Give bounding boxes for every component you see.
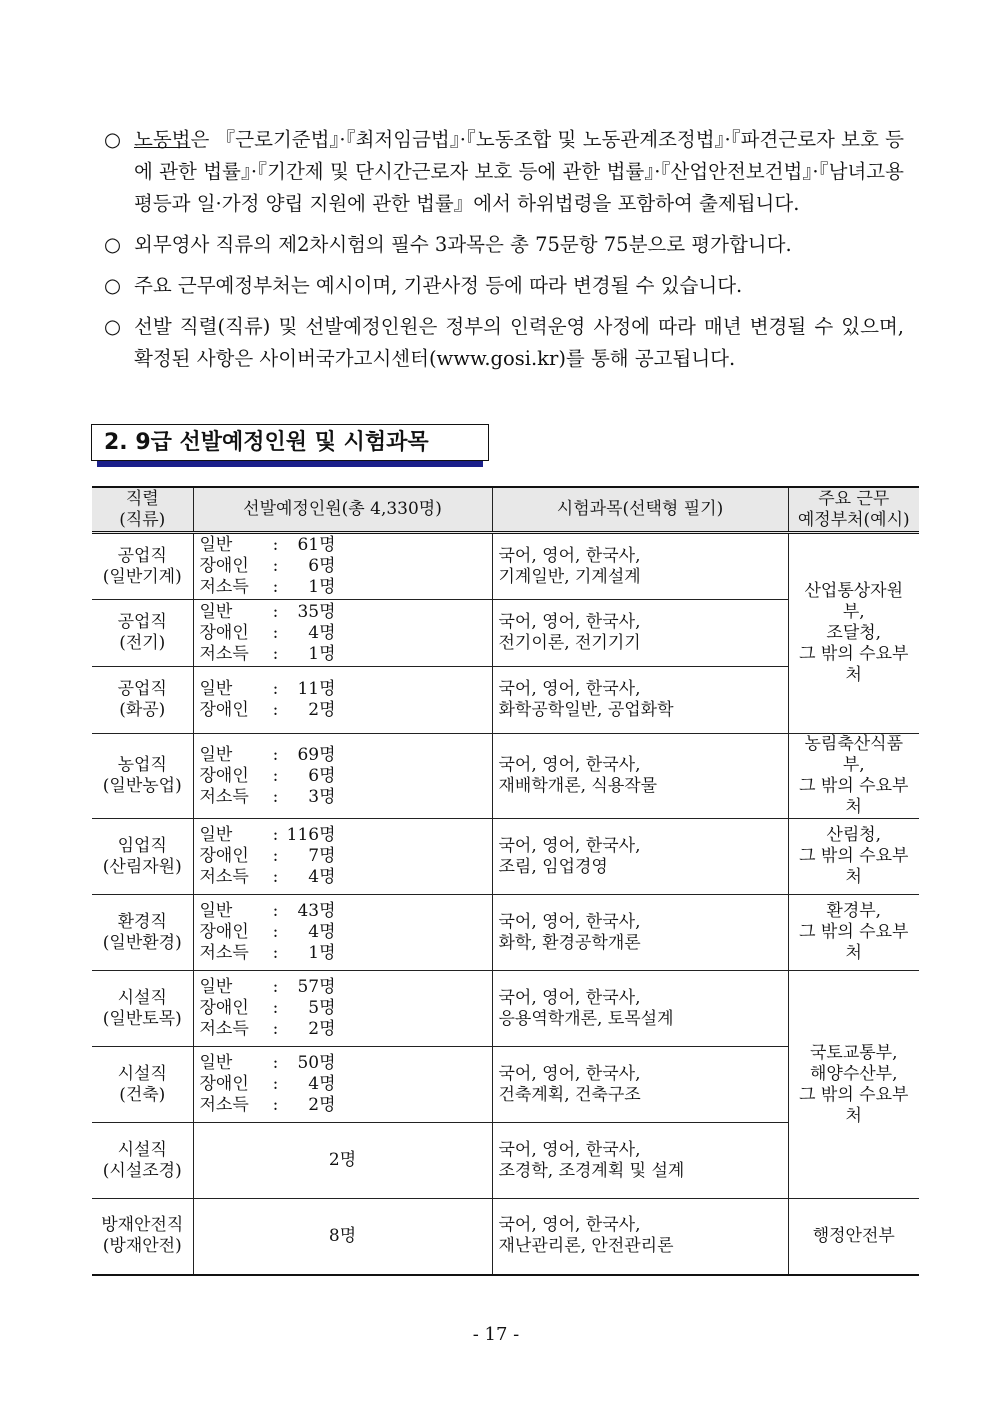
bullet-circle-icon: ○ xyxy=(104,315,122,338)
table-row xyxy=(92,895,919,971)
section-heading xyxy=(91,424,489,461)
quota-line: 장애인 : 4명 xyxy=(199,1074,336,1094)
quota-line: 저소득 : 2명 xyxy=(199,1019,336,1039)
page-number: - 17 - xyxy=(472,1324,520,1345)
quota-cell xyxy=(193,533,492,600)
quota-line: 장애인 : 6명 xyxy=(199,556,336,576)
quota-cell xyxy=(193,971,492,1047)
series-cell: 농업직 (일반농업) xyxy=(92,734,193,819)
bullet-circle-icon: ○ xyxy=(104,128,122,151)
quota-line: 장애인 : 4명 xyxy=(199,922,336,942)
note-item xyxy=(104,270,904,302)
note-text: 주요 근무예정부처는 예시이며, 기관사정 등에 따라 변경될 수 있습니다. xyxy=(134,274,743,297)
note-text: 선발 직렬(직류) 및 선발예정인원은 정부의 인력운영 사정에 따라 매년 변경될 수 있으며, 확정된 사항은 사이버국가고시센터(www.gosi.kr)를 통해 공고됩니다. xyxy=(134,315,904,370)
note-item xyxy=(104,229,904,261)
table-row xyxy=(92,734,919,819)
quota-line: 저소득 : 1명 xyxy=(199,943,336,963)
quota-cell xyxy=(193,819,492,895)
table-row xyxy=(92,971,919,1047)
dept-cell: 국토교통부, 해양수산부, 그 밖의 수요부처 xyxy=(788,971,919,1199)
series-cell: 공업직 (일반기계) xyxy=(92,533,193,600)
note-text: 외무영사 직류의 제2차시험의 필수 3과목은 총 75문항 75분으로 평가합니다. xyxy=(134,233,792,256)
subjects-cell: 국어, 영어, 한국사, 건축계획, 건축구조 xyxy=(492,1047,788,1123)
series-cell: 공업직 (화공) xyxy=(92,667,193,734)
exam-table xyxy=(92,486,919,1276)
series-cell: 시설직 (건축) xyxy=(92,1047,193,1123)
note-item xyxy=(104,311,904,375)
quota-line: 저소득 : 4명 xyxy=(199,867,336,887)
header-series: 직렬 (직류) xyxy=(92,487,193,533)
series-cell: 임업직 (산림자원) xyxy=(92,819,193,895)
subjects-cell: 국어, 영어, 한국사, 화학, 환경공학개론 xyxy=(492,895,788,971)
bullet-circle-icon: ○ xyxy=(104,233,122,256)
quota-cell xyxy=(193,600,492,667)
table-row xyxy=(92,533,919,600)
header-subjects: 시험과목(선택형 필기) xyxy=(492,487,788,533)
note-underlined-word: 노동법 xyxy=(134,128,191,151)
quota-line: 저소득 : 2명 xyxy=(199,1095,336,1115)
series-cell: 시설직 (일반토목) xyxy=(92,971,193,1047)
dept-cell: 농림축산식품부, 그 밖의 수요부처 xyxy=(788,734,919,819)
dept-cell: 행정안전부 xyxy=(788,1199,919,1275)
notes-list xyxy=(104,124,904,384)
series-cell: 공업직 (전기) xyxy=(92,600,193,667)
note-text: 은 『근로기준법』·『최저임금법』·『노동조합 및 노동관계조정법』·『파견근로자 보호 등에 관한 법률』·『기간제 및 단시간근로자 보호 등에 관한 법률』·『산업안전보건법』·『남녀고용평등과 일·가정 양립 지원에 관한 법률』에서 하위법령을 포함하여 출제됩니다. xyxy=(134,128,904,215)
table-row xyxy=(92,1199,919,1275)
quota-line: 일반 : 69명 xyxy=(199,744,336,765)
subjects-cell: 국어, 영어, 한국사, 전기이론, 전기기기 xyxy=(492,600,788,667)
quota-line: 일반 : 61명 xyxy=(199,535,336,555)
quota-line: 일반 : 35명 xyxy=(199,601,336,622)
subjects-cell: 국어, 영어, 한국사, 화학공학일반, 공업화학 xyxy=(492,667,788,734)
note-item xyxy=(104,124,904,220)
subjects-cell: 국어, 영어, 한국사, 조림, 임업경영 xyxy=(492,819,788,895)
subjects-cell: 국어, 영어, 한국사, 응용역학개론, 토목설계 xyxy=(492,971,788,1047)
table-row xyxy=(92,819,919,895)
quota-cell xyxy=(193,734,492,819)
quota-line: 장애인 : 6명 xyxy=(199,765,336,786)
quota-line: 저소득 : 1명 xyxy=(199,643,336,664)
quota-cell: 8명 xyxy=(193,1199,492,1275)
subjects-cell: 국어, 영어, 한국사, 재배학개론, 식용작물 xyxy=(492,734,788,819)
header-dept: 주요 근무 예정부처(예시) xyxy=(788,487,919,533)
quota-line: 장애인 : 5명 xyxy=(199,998,336,1018)
quota-cell: 2명 xyxy=(193,1123,492,1199)
bullet-circle-icon: ○ xyxy=(104,274,122,297)
dept-cell: 산업통상자원부, 조달청, 그 밖의 수요부처 xyxy=(788,533,919,734)
subjects-cell: 국어, 영어, 한국사, 재난관리론, 안전관리론 xyxy=(492,1199,788,1275)
quota-cell xyxy=(193,1047,492,1123)
quota-cell xyxy=(193,895,492,971)
quota-line: 저소득 : 1명 xyxy=(199,577,336,597)
quota-line: 일반 : 116명 xyxy=(199,825,336,845)
series-cell: 시설직 (시설조경) xyxy=(92,1123,193,1199)
header-quota: 선발예정인원(총 4,330명) xyxy=(193,487,492,533)
subjects-cell: 국어, 영어, 한국사, 조경학, 조경계획 및 설계 xyxy=(492,1123,788,1199)
table-header-row xyxy=(92,487,919,533)
quota-line: 일반 : 50명 xyxy=(199,1053,336,1073)
quota-cell xyxy=(193,667,492,734)
quota-line: 일반 : 11명 xyxy=(199,679,336,699)
subjects-cell: 국어, 영어, 한국사, 기계일반, 기계설계 xyxy=(492,533,788,600)
quota-line: 일반 : 43명 xyxy=(199,901,336,921)
quota-line: 장애인 : 2명 xyxy=(199,700,336,720)
section-title: 2. 9급 선발예정인원 및 시험과목 xyxy=(91,424,489,461)
dept-cell: 환경부, 그 밖의 수요부처 xyxy=(788,895,919,971)
series-cell: 환경직 (일반환경) xyxy=(92,895,193,971)
series-cell: 방재안전직 (방재안전) xyxy=(92,1199,193,1275)
quota-line: 저소득 : 3명 xyxy=(199,786,336,807)
quota-line: 일반 : 57명 xyxy=(199,977,336,997)
dept-cell: 산림청, 그 밖의 수요부처 xyxy=(788,819,919,895)
quota-line: 장애인 : 7명 xyxy=(199,846,336,866)
quota-line: 장애인 : 4명 xyxy=(199,622,336,643)
